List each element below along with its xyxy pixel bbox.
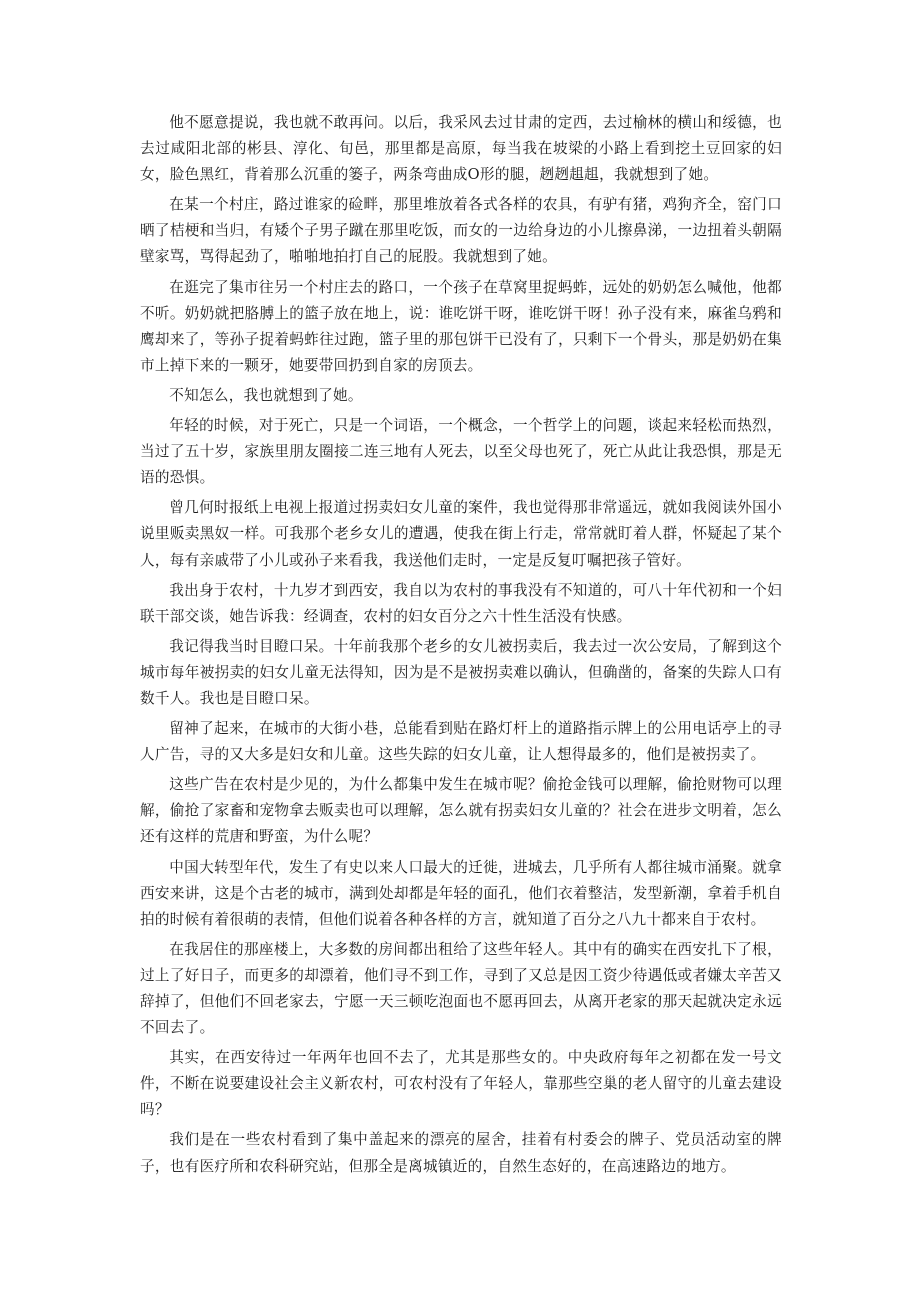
paragraph: 在我居住的那座楼上，大多数的房间都出租给了这些年轻人。其中有的确实在西安扎下了根，过上了好日子，而更多的却漂着，他们寻不到工作，寻到了又总是因工资少待遇低或者嫌太辛苦又辞掉了，但他们不回老家去，宁愿一天三顿吃泡面也不愿再回去，从离开老家的那天起就决定永远不回去了。 bbox=[140, 940, 782, 1037]
paragraph: 这些广告在农村是少见的，为什么都集中发生在城市呢？偷抢金钱可以理解，偷抢财物可以理解，偷抢了家畜和宠物拿去贩卖也可以理解，怎么就有拐卖妇女儿童的？社会在进步文明着，怎么还有这样的荒唐和野蛮，为什么呢？ bbox=[140, 776, 782, 846]
paragraph: 我记得我当时目瞪口呆。十年前我那个老乡的女儿被拐卖后，我去过一次公安局，了解到这个城市每年被拐卖的妇女儿童无法得知，因为是不是被拐卖难以确认，但确凿的，备案的失踪人口有数千人。我也是目瞪口呆。 bbox=[140, 637, 782, 707]
paragraph: 年轻的时候，对于死亡，只是一个词语，一个概念，一个哲学上的问题，谈起来轻松而热烈，当过了五十岁，家族里朋友圈接二连三地有人死去，以至父母也死了，死亡从此让我恐惧，那是无语的恐惧。 bbox=[140, 417, 782, 487]
document-body bbox=[140, 110, 782, 1184]
paragraph: 曾几何时报纸上电视上报道过拐卖妇女儿童的案件，我也觉得那非常遥远，就如我阅读外国小说里贩卖黑奴一样。可我那个老乡女儿的遭遇，使我在街上行走，常常就盯着人群，怀疑起了某个人，每有亲戚带了小儿或孙子来看我，我送他们走时，一定是反复叮嘱把孩子管好。 bbox=[140, 499, 782, 569]
paragraph: 我出身于农村，十九岁才到西安，我自以为农村的事我没有不知道的，可八十年代初和一个妇联干部交谈，她告诉我：经调查，农村的妇女百分之六十性生活没有快感。 bbox=[140, 581, 782, 625]
paragraph: 在逛完了集市往另一个村庄去的路口，一个孩子在草窝里捉蚂蚱，远处的奶奶怎么喊他，他都不听。奶奶就把胳膊上的篮子放在地上，说：谁吃饼干呀，谁吃饼干呀！孙子没有来，麻雀乌鸦和鹰却来了，等孙子捉着蚂蚱往过跑，篮子里的那包饼干已没有了，只剩下一个骨头，那是奶奶在集市上掉下来的一颗牙，她要带回扔到自家的房顶去。 bbox=[140, 278, 782, 374]
paragraph: 我们是在一些农村看到了集中盖起来的漂亮的屋舍，挂着有村委会的牌子、党员活动室的牌子，也有医疗所和农科研究站，但那全是离城镇近的，自然生态好的，在高速路边的地方。 bbox=[140, 1131, 782, 1175]
paragraph: 在某一个村庄，路过谁家的硷畔，那里堆放着各式各样的农具，有驴有猪，鸡狗齐全，窑门口晒了桔梗和当归，有矮个子男子蹴在那里吃饭，而女的一边给身边的小儿擦鼻涕，一边扭着头朝隔壁家骂，骂得起劲了，啪啪地拍打自己的屁股。我就想到了她。 bbox=[140, 196, 782, 266]
paragraph: 他不愿意提说，我也就不敢再问。以后，我采风去过甘肃的定西，去过榆林的横山和绥德，也去过咸阳北部的彬县、淳化、旬邑，那里都是高原，每当我在坡梁的小路上看到挖土豆回家的妇女，脸色黑红，背着那么沉重的篓子，两条弯曲成O形的腿，趔趔趄趄，我就想到了她。 bbox=[140, 114, 782, 184]
paragraph: 不知怎么，我也就想到了她。 bbox=[169, 386, 363, 404]
paragraph: 其实，在西安待过一年两年也回不去了，尤其是那些女的。中央政府每年之初都在发一号文件，不断在说要建设社会主义新农村，可农村没有了年轻人，靠那些空巢的老人留守的儿童去建设吗？ bbox=[140, 1049, 782, 1119]
paragraph: 中国大转型年代，发生了有史以来人口最大的迁徙，进城去，几乎所有人都往城市涌聚。就拿西安来讲，这是个古老的城市，满到处却都是年轻的面孔，他们衣着整洁，发型新潮，拿着手机自拍的时候有着很萌的表情，但他们说着各种各样的方言，就知道了百分之八九十都来自于农村。 bbox=[140, 858, 782, 928]
paragraph: 留神了起来，在城市的大街小巷，总能看到贴在路灯杆上的道路指示牌上的公用电话亭上的寻人广告，寻的又大多是妇女和儿童。这些失踪的妇女儿童，让人想得最多的，他们是被拐卖了。 bbox=[140, 720, 782, 764]
